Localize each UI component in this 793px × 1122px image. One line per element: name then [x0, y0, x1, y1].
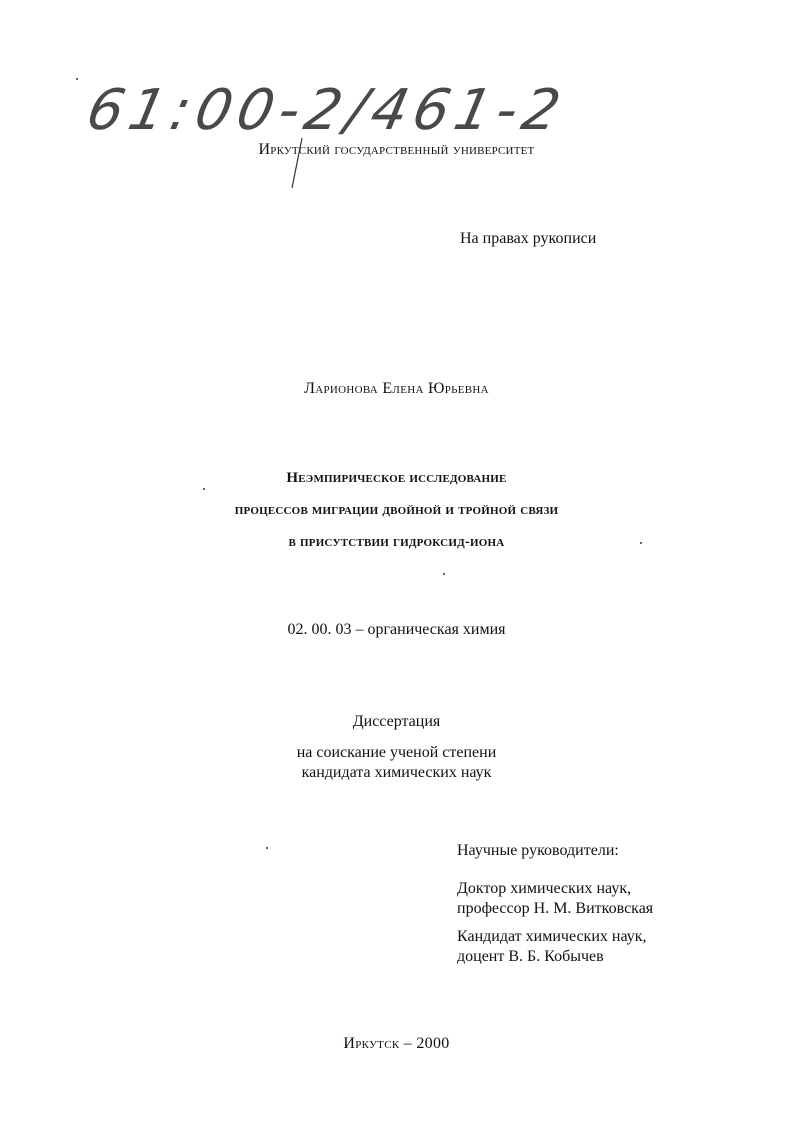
dissertation-title-line: в присутствии гидроксид-иона	[288, 534, 505, 550]
scan-speck	[443, 573, 445, 575]
dissertation-title-line: Неэмпирическое исследование	[286, 470, 507, 486]
scan-speck	[203, 488, 205, 490]
supervisors-heading: Научные руководители:	[457, 842, 619, 859]
city-year: Иркутск – 2000	[343, 1035, 450, 1052]
specialty-code: 02. 00. 03 – органическая химия	[287, 621, 506, 638]
handwritten-stroke-mark	[88, 78, 548, 188]
dissertation-title-line: процессов миграции двойной и тройной связи	[234, 502, 559, 518]
author-name: Ларионова Елена Юрьевна	[304, 380, 489, 397]
scan-speck	[76, 78, 78, 80]
handwritten-code-text: 61:00-2/461-2	[81, 78, 572, 143]
scan-speck	[640, 542, 642, 544]
scan-speck	[266, 847, 268, 849]
handwritten-library-code	[81, 78, 572, 188]
supervisor-title: Кандидат химических наук,	[457, 928, 647, 945]
university-name: Иркутский государственный университет	[258, 141, 535, 158]
degree-line: на соискание ученой степени	[296, 744, 497, 761]
degree-line: кандидата химических наук	[301, 764, 492, 781]
supervisor-name: доцент В. Б. Кобычев	[457, 948, 604, 965]
rights-note: На правах рукописи	[460, 230, 597, 247]
supervisor-name: профессор Н. М. Витковская	[457, 900, 654, 917]
supervisor-title: Доктор химических наук,	[457, 880, 632, 897]
dissertation-type: Диссертация	[352, 713, 441, 730]
